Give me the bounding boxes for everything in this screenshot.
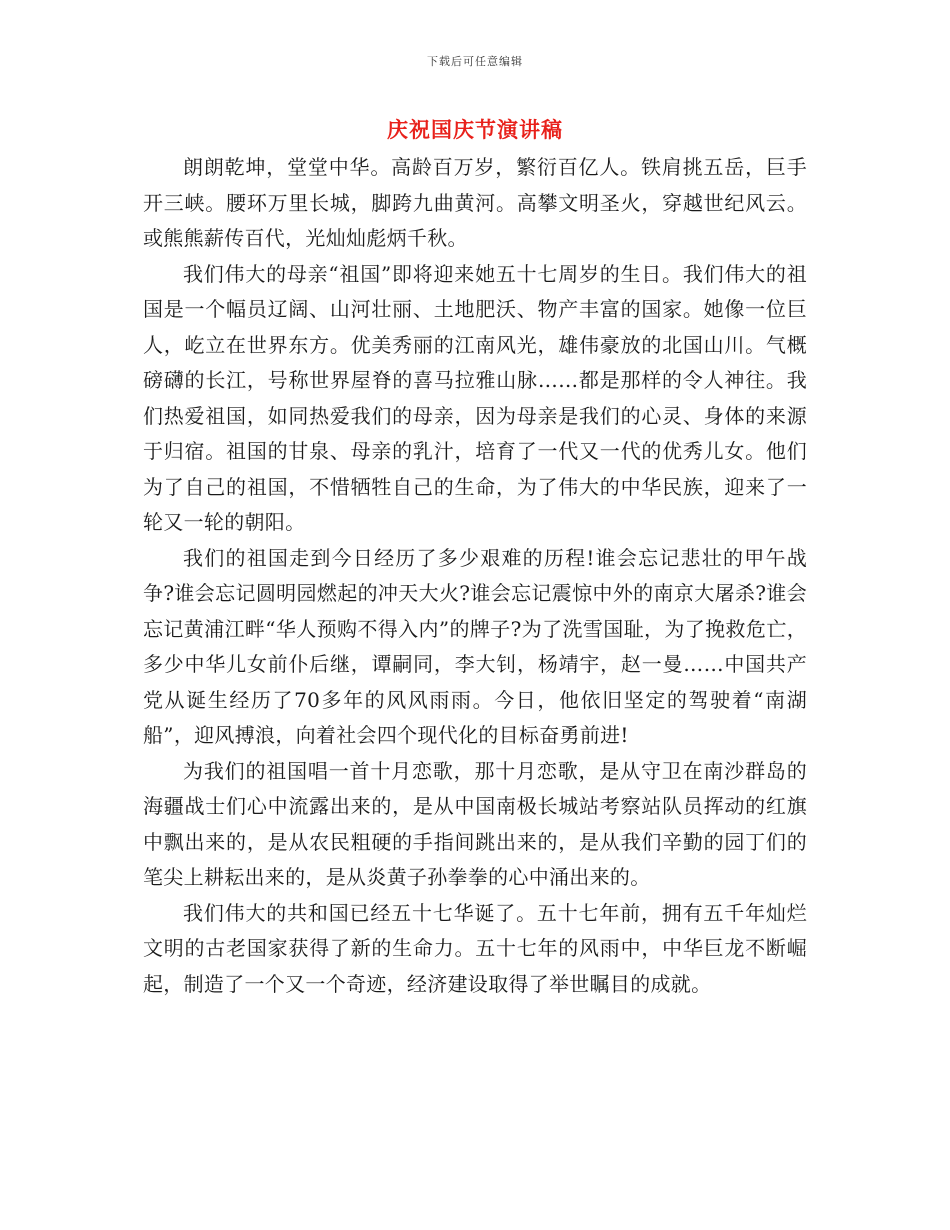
- paragraph-3: 我们的祖国走到今日经历了多少艰难的历程!谁会忘记悲壮的甲午战争?谁会忘记圆明园燃起的冲天大火?谁会忘记震惊中外的南京大屠杀?谁会忘记黄浦江畔“华人预购不得入内”的牌子?为了洗雪国耻，为了挽救危亡，多少中华儿女前仆后继，谭嗣同，李大钊，杨靖宇，赵一曼……中国共产党从诞生经历了70多年的风风雨雨。今日，他依旧坚定的驾驶着“南湖船”，迎风搏浪，向着社会四个现代化的目标奋勇前进!: [143, 545, 807, 747]
- paragraph-4: 为我们的祖国唱一首十月恋歌，那十月恋歌，是从守卫在南沙群岛的海疆战士们心中流露出来的，是从中国南极长城站考察站队员挥动的红旗中飘出来的，是从农民粗硬的手指间跳出来的，是从我们辛勤的园丁们的笔尖上耕耘出来的，是从炎黄子孙拳拳的心中涌出来的。: [143, 758, 807, 889]
- paragraph-5: 我们伟大的共和国已经五十七华诞了。五十七年前，拥有五千年灿烂文明的古老国家获得了新的生命力。五十七年的风雨中，中华巨龙不断崛起，制造了一个又一个奇迹，经济建设取得了举世瞩目的成就。: [143, 900, 807, 996]
- paragraph-2: 我们伟大的母亲“祖国”即将迎来她五十七周岁的生日。我们伟大的祖国是一个幅员辽阔、山河壮丽、土地肥沃、物产丰富的国家。她像一位巨人，屹立在世界东方。优美秀丽的江南风光，雄伟豪放的北国山川。气概磅礴的长江，号称世界屋脊的喜马拉雅山脉……都是那样的令人神往。我们热爱祖国，如同热爱我们的母亲，因为母亲是我们的心灵、身体的来源于归宿。祖国的甘泉、母亲的乳汁，培育了一代又一代的优秀儿女。他们为了自己的祖国，不惜牺牲自己的生命，为了伟大的中华民族，迎来了一轮又一轮的朝阳。: [143, 261, 807, 534]
- header-note: 下载后可任意编辑: [427, 55, 523, 68]
- document-title: 庆祝国庆节演讲稿: [387, 117, 563, 142]
- paragraph-1: 朗朗乾坤，堂堂中华。高龄百万岁，繁衍百亿人。铁肩挑五岳，巨手开三峡。腰环万里长城，脚跨九曲黄河。高攀文明圣火，穿越世纪风云。或熊熊薪传百代，光灿灿彪炳千秋。: [143, 155, 807, 250]
- document-body: [143, 150, 807, 1002]
